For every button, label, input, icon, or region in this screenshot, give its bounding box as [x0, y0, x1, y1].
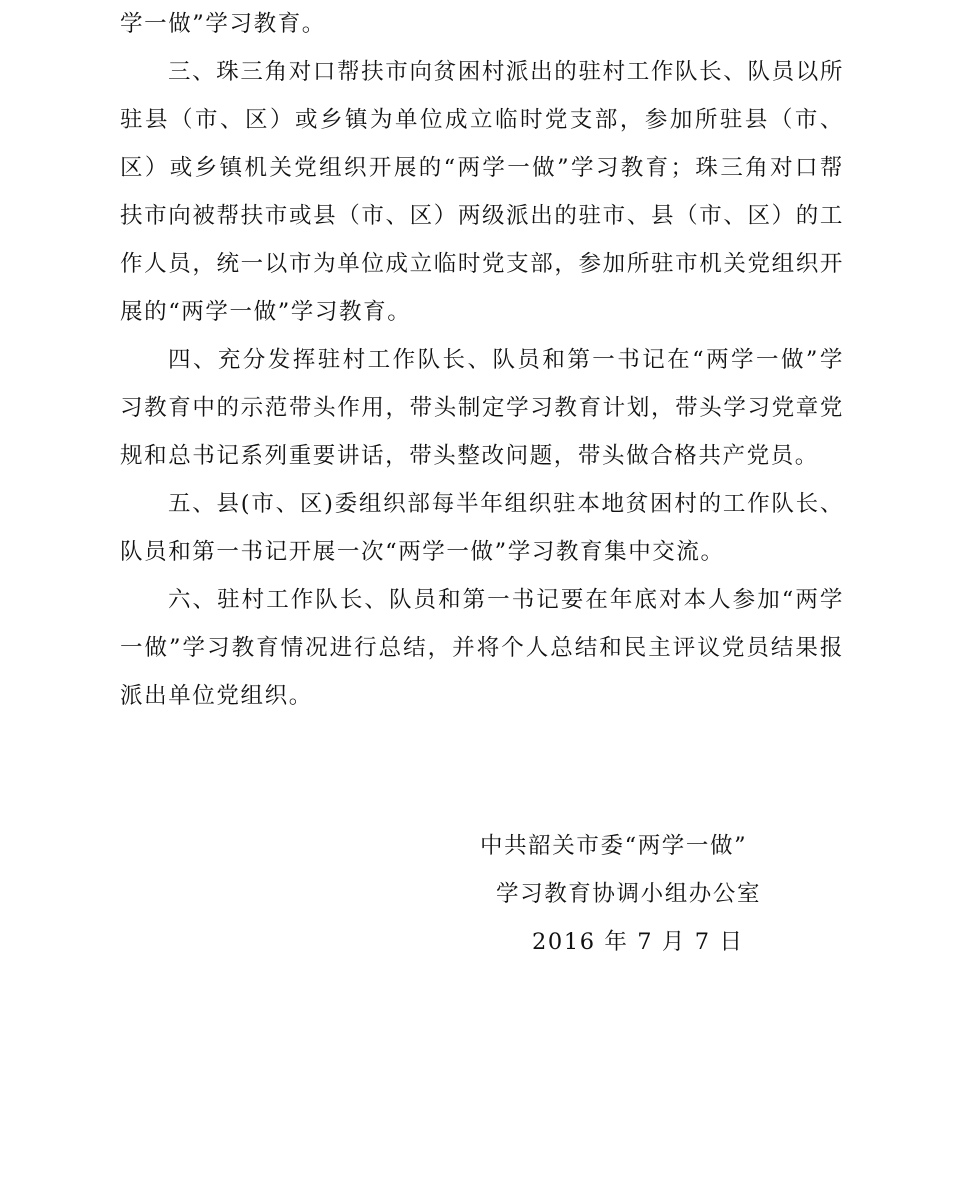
- paragraph-item-5: 五、县(市、区)委组织部每半年组织驻本地贫困村的工作队长、队员和第一书记开展一次“两学一做”学习教育集中交流。: [120, 491, 844, 565]
- paragraph-item-3: 三、珠三角对口帮扶市向贫困村派出的驻村工作队长、队员以所驻县（市、区）或乡镇为单位成立临时党支部，参加所驻县（市、区）或乡镇机关党组织开展的“两学一做”学习教育；珠三角对口帮扶市向被帮扶市或县（市、区）两级派出的驻市、县（市、区）的工作人员，统一以市为单位成立临时党支部，参加所驻市机关党组织开展的“两学一做”学习教育。: [120, 59, 844, 325]
- paragraph-item-6: 六、驻村工作队长、队员和第一书记要在年底对本人参加“两学一做”学习教育情况进行总结，并将个人总结和民主评议党员结果报派出单位党组织。: [120, 587, 844, 709]
- signature-org-line-1: 中共韶关市委“两学一做”: [480, 833, 748, 859]
- signature-org-line-2: 学习教育协调小组办公室: [496, 881, 762, 907]
- signature-block: [480, 822, 800, 966]
- document-body: [120, 0, 844, 720]
- signature-date: 2016 年 7 月 7 日: [532, 929, 744, 955]
- paragraph-continuation: 学一做”学习教育。: [120, 11, 326, 37]
- paragraph-item-4: 四、充分发挥驻村工作队长、队员和第一书记在“两学一做”学习教育中的示范带头作用，带头制定学习教育计划，带头学习党章党规和总书记系列重要讲话，带头整改问题，带头做合格共产党员。: [120, 347, 844, 469]
